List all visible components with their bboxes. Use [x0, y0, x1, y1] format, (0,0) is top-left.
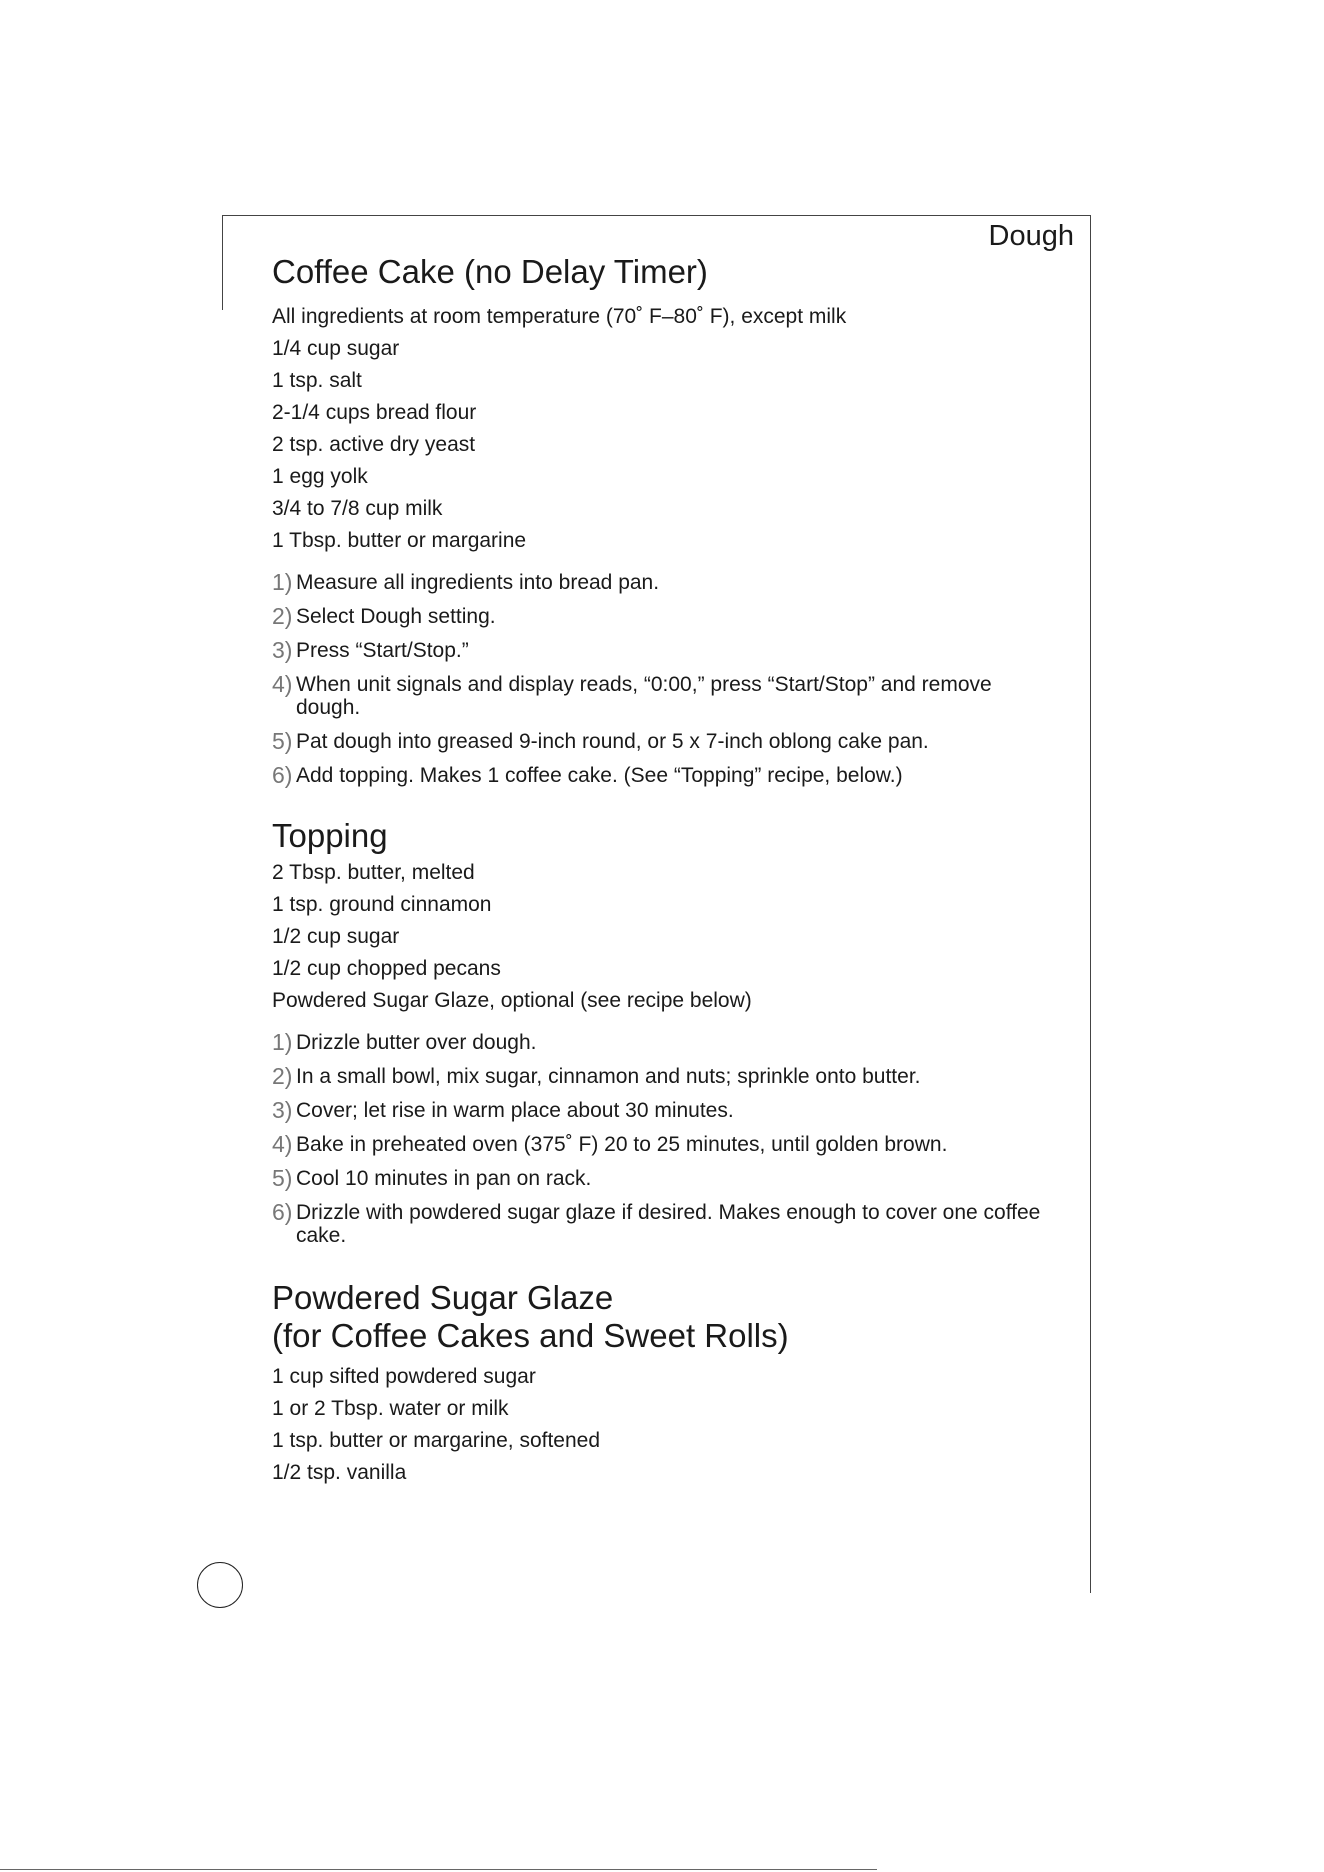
step-item	[272, 1065, 1052, 1088]
step-item	[272, 1167, 1052, 1190]
ingredient-line: 1 tsp. salt	[272, 369, 362, 392]
glaze-title: Powdered Sugar Glaze	[272, 1279, 614, 1316]
section-tag: Dough	[988, 220, 1074, 252]
step-text: Add topping. Makes 1 coffee cake. (See “Topping” recipe, below.)	[296, 764, 903, 787]
step-item	[272, 605, 1052, 628]
step-text: Drizzle butter over dough.	[296, 1031, 537, 1054]
ingredient-line: All ingredients at room temperature (70˚ F–80˚ F), except milk	[272, 305, 847, 328]
ingredient-line: 2-1/4 cups bread flour	[272, 401, 477, 424]
step-item	[272, 1031, 1052, 1054]
ingredient-line: 1/2 cup sugar	[272, 925, 400, 948]
step-text: When unit signals and display reads, “0:00,” press “Start/Stop” and remove dough.	[296, 673, 992, 719]
step-number: 3)	[272, 1097, 293, 1123]
ingredient-line: 3/4 to 7/8 cup milk	[272, 497, 443, 520]
bottom-rule	[0, 1869, 877, 1870]
step-number: 6)	[272, 1199, 293, 1225]
ingredient-line: 1/4 cup sugar	[272, 337, 400, 360]
step-text: Press “Start/Stop.”	[296, 639, 469, 662]
step-item	[272, 1201, 1052, 1247]
step-number: 5)	[272, 728, 293, 754]
topping-ingredients	[272, 857, 1052, 1017]
step-text: Pat dough into greased 9-inch round, or 5 x 7-inch oblong cake pan.	[296, 730, 929, 753]
ingredient-line: 1 or 2 Tbsp. water or milk	[272, 1397, 509, 1420]
step-number: 4)	[272, 671, 293, 697]
page-frame-left-rule	[222, 215, 223, 310]
page-frame-top-rule	[222, 215, 1090, 216]
step-number: 1)	[272, 1029, 293, 1055]
step-text: Cool 10 minutes in pan on rack.	[296, 1167, 592, 1190]
step-item	[272, 639, 1052, 662]
step-number: 2)	[272, 603, 293, 629]
step-number: 1)	[272, 569, 293, 595]
ingredient-line: 2 Tbsp. butter, melted	[272, 861, 475, 884]
step-item	[272, 571, 1052, 594]
ingredient-line: 1 tsp. butter or margarine, softened	[272, 1429, 601, 1452]
coffee-cake-ingredients	[272, 301, 1052, 557]
step-number: 4)	[272, 1131, 293, 1157]
recipe-content	[272, 253, 1052, 1489]
ingredient-line: 1 cup sifted powdered sugar	[272, 1365, 536, 1388]
step-number: 2)	[272, 1063, 293, 1089]
page-frame-right-rule	[1090, 215, 1091, 1593]
step-item	[272, 1099, 1052, 1122]
topping-title: Topping	[272, 817, 388, 854]
coffee-cake-title: Coffee Cake (no Delay Timer)	[272, 253, 708, 290]
ingredient-line: 1/2 cup chopped pecans	[272, 957, 501, 980]
step-number: 3)	[272, 637, 293, 663]
ingredient-line: 1 egg yolk	[272, 465, 368, 488]
ingredient-line: 2 tsp. active dry yeast	[272, 433, 476, 456]
step-text: Measure all ingredients into bread pan.	[296, 571, 660, 594]
ingredient-line: 1 tsp. ground cinnamon	[272, 893, 492, 916]
coffee-cake-steps	[272, 571, 1052, 787]
step-text: Drizzle with powdered sugar glaze if desired. Makes enough to cover one coffee cake.	[296, 1201, 1041, 1247]
step-item	[272, 764, 1052, 787]
ingredient-line: 1/2 tsp. vanilla	[272, 1461, 407, 1484]
ingredient-line: Powdered Sugar Glaze, optional (see recipe below)	[272, 989, 752, 1012]
step-text: Bake in preheated oven (375˚ F) 20 to 25 minutes, until golden brown.	[296, 1133, 948, 1156]
step-text: In a small bowl, mix sugar, cinnamon and nuts; sprinkle onto butter.	[296, 1065, 921, 1088]
step-text: Select Dough setting.	[296, 605, 496, 628]
step-number: 6)	[272, 762, 293, 788]
step-text: Cover; let rise in warm place about 30 minutes.	[296, 1099, 734, 1122]
step-number: 5)	[272, 1165, 293, 1191]
glaze-subtitle: (for Coffee Cakes and Sweet Rolls)	[272, 1317, 789, 1354]
step-item	[272, 1133, 1052, 1156]
ingredient-line: 1 Tbsp. butter or margarine	[272, 529, 527, 552]
topping-steps	[272, 1031, 1052, 1247]
page-number-circle	[197, 1562, 243, 1608]
step-item	[272, 730, 1052, 753]
step-item	[272, 673, 1052, 719]
glaze-ingredients	[272, 1361, 1052, 1489]
